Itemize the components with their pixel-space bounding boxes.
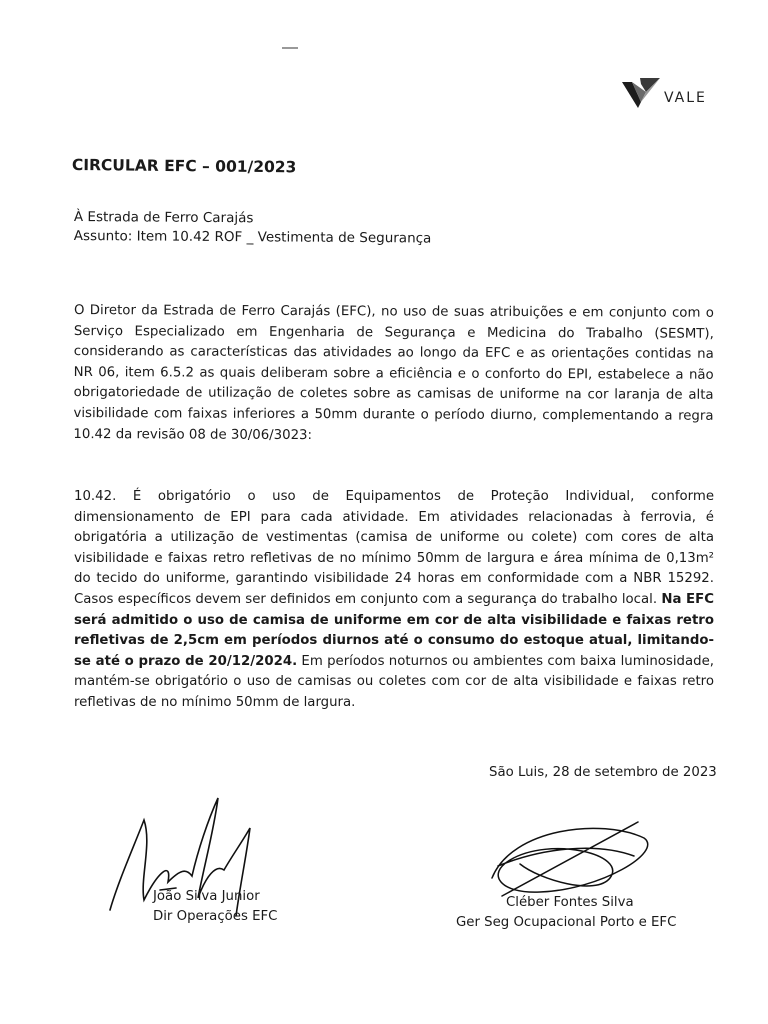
recipient-line: À Estrada de Ferro Carajás (73, 208, 254, 227)
signer-1-name: João Silva Junior (153, 889, 260, 904)
rule-text-end: Em períodos noturnos ou ambientes com baixa luminosidade, mantém-se obrigatório o uso de camisas ou coletes com cor de alta visibilidade e faixas retro refletivas de no mínimo 50mm de largura. (74, 653, 714, 710)
paragraph-rule-10-42 (74, 487, 714, 714)
rule-text-start: 10.42. É obrigatório o uso de Equipamentos de Proteção Individual, conforme dimensionamento de EPI para cada atividade. Em atividades relacionadas à ferrovia, é obrigatória a utilização de vestimentas (camisa de uniforme ou colete) com cores de alta visibilidade e faixas retro refletivas de no mínimo 50mm de largura e área mínima de 0,13m² do tecido do uniforme, garantindo visibilidade 24 horas em conformidade com a NBR 15292. Casos específicos devem ser definidos em conjunto com a segurança do trabalho local. (74, 489, 714, 607)
vale-v-logo-icon (620, 76, 662, 110)
logo-text: VALE (664, 90, 707, 106)
subject-line: Assunto: Item 10.42 ROF _ Vestimenta de Segurança (73, 227, 432, 247)
header-block (74, 208, 432, 248)
signature-block-1 (153, 887, 277, 927)
scan-artifact (282, 47, 298, 49)
paragraph-intro: O Diretor da Estrada de Ferro Carajás (EFC), no uso de suas atribuições e em conjunto com o Serviço Especializado em Engenharia de Segurança e Medicina do Trabalho (SESMT), considerando as características das atividades ao longo da EFC e as orientações contidas na NR 06, item 6.5.2 as quais deliberam sobre a eficiência e o conforto do EPI, estabelece a não obrigatoriedade de utilização de coletes sobre as camisas de uniforme na cor laranja de alta visibilidade com faixas inferiores a 50mm durante o período diurno, complementando a regra 10.42 da revisão 08 de 30/06/3023: (73, 302, 714, 443)
rule-text-bold: Na EFC será admitido o uso de camisa de uniforme em cor de alta visibilidade e faixas retro refletivas de 2,5cm em períodos diurnos até o consumo do estoque atual, limitando-se até o prazo de 20/12/2024. (74, 591, 714, 669)
signer-2-name: Cléber Fontes Silva (506, 895, 634, 910)
signature-block-2 (456, 893, 676, 933)
signer-1-role: Dir Operações EFC (153, 909, 278, 924)
date-line: São Luis, 28 de setembro de 2023 (489, 765, 717, 780)
circular-title: CIRCULAR EFC – 001/2023 (71, 156, 297, 177)
vale-logo (620, 76, 707, 110)
signer-2-role: Ger Seg Ocupacional Porto e EFC (456, 915, 677, 930)
